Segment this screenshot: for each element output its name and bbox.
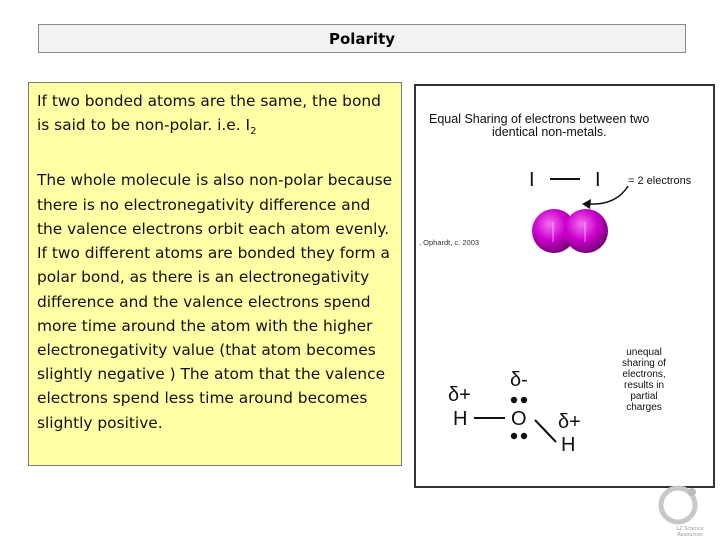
bond-note-arrowhead bbox=[582, 199, 591, 209]
hydrogen-left-symbol: H bbox=[453, 408, 468, 430]
unequal-note-5: partial bbox=[630, 391, 658, 402]
explanation-text-panel bbox=[28, 82, 402, 466]
oxygen-top-electron-2 bbox=[521, 397, 527, 403]
iodine-subscript: 2 bbox=[250, 126, 257, 138]
slide-title-bar bbox=[38, 24, 686, 53]
oxygen-symbol: O bbox=[511, 408, 527, 430]
polar-paragraph: The whole molecule is also non-polar because there is no electronegativity difference and the valence electrons orbit each atom evenly. If two different atoms are bonded they form a polar bond, as there is an electronegativity difference and the valence electrons spend more time around the atom with the higher electronegativity value (that atom becomes slightly negative ) The atom that the valence electrons spend less time around becomes slightly positive. bbox=[37, 171, 393, 432]
delta-plus-label-1: δ+ bbox=[448, 384, 471, 406]
nonpolar-text: If two bonded atoms are the same, the bond is said to be non-polar. i.e. I bbox=[37, 92, 381, 135]
unequal-note-4: results in bbox=[623, 380, 665, 391]
iodine-left-symbol: I bbox=[529, 169, 535, 191]
delta-minus-label: δ- bbox=[510, 369, 528, 391]
bonding-diagram bbox=[416, 86, 713, 486]
oxygen-top-electron-1 bbox=[511, 397, 517, 403]
logo-text-1: LZ Science bbox=[676, 526, 704, 532]
delta-plus-label-2: δ+ bbox=[558, 411, 581, 433]
slide-title: Polarity bbox=[328, 29, 396, 48]
figure-heading-1: Equal Sharing of electrons between two bbox=[429, 112, 650, 126]
oxygen-bottom-electron-2 bbox=[521, 433, 527, 439]
unequal-note-6: charges bbox=[626, 402, 662, 413]
logo-dot bbox=[688, 488, 696, 496]
figure-credit: , Ophardt, c. 2003 bbox=[419, 238, 480, 247]
figure-heading-2: identical non-metals. bbox=[492, 125, 607, 139]
iodine-right-symbol: I bbox=[595, 169, 601, 191]
logo-text-2: Resources bbox=[677, 532, 703, 538]
unequal-note-2: sharing of bbox=[622, 358, 666, 369]
bonding-figure bbox=[414, 84, 715, 488]
science-resources-logo bbox=[650, 484, 712, 538]
unequal-note-3: electrons, bbox=[622, 369, 666, 380]
bond-note: = 2 electrons bbox=[628, 175, 692, 187]
o-h-bond-right bbox=[535, 420, 556, 442]
bond-note-arrow bbox=[586, 186, 628, 204]
oxygen-bottom-electron-1 bbox=[511, 433, 517, 439]
unequal-note-1: unequal bbox=[626, 347, 662, 358]
hydrogen-right-symbol: H bbox=[561, 434, 576, 456]
nonpolar-paragraph bbox=[37, 89, 393, 144]
iodine-atom-right bbox=[564, 209, 608, 253]
